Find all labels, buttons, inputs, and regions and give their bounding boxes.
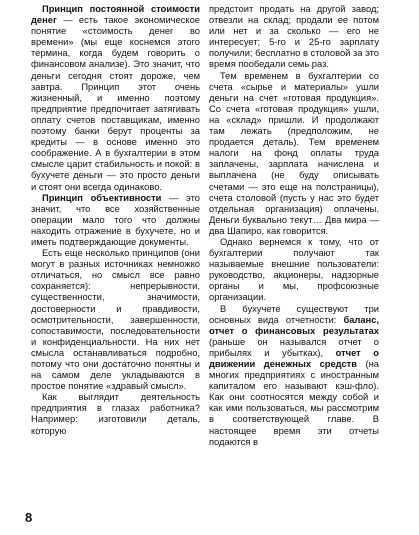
left-column	[31, 4, 200, 437]
term-heading: Принцип объективности	[42, 192, 162, 203]
paragraph	[31, 248, 200, 392]
page-number: 8	[25, 510, 33, 525]
right-column	[209, 4, 379, 448]
paragraph-text: — есть такое экономическое понятие «стоимость денег во времени» (мы еще коснемся этого термина, когда будем говорить о финансовом анализе). Это значит, что деньги сегодня стоят дороже, чем завтра. Принцип этот очень жизненный, и именно поэтому предприятие предпочитает затягивать оплату счетов поставщикам, именно поэтому банки берут проценты за кредиты — в основе именно это соображение. А в бухгалтерии в этом смысле царит стабильность и покой: в бухучете деньги — это просто деньги и стоят они всегда одинаково.	[31, 15, 200, 192]
paragraph-text: Однако вернемся к тому, что от бухгалтерии получают так называемые внешние пользователи: руководство, акционеры, надзорные органы и мы, профсоюзные организации.	[209, 236, 379, 303]
paragraph	[209, 237, 379, 304]
paragraph	[209, 304, 379, 448]
paragraph-text: Тем временем в бухгалтерии со счета «сырье и материалы» ушли деньги на счет «готовая продукция». Со счета «готовая продукция» ушли, на «склад» пришли. И продолжают там лежать (предположим, не продается деталь). Тем временем налоги на фонд оплаты труда заплачены, зарплата начислена и выплачена (не буду описывать счетами — это еще на полстраницы), счета столовой (пусть у нас это будет отдельная организация) оплачены. Деньги буквально текут… Два мира — два Шапиро, как говорится.	[209, 70, 379, 236]
paragraph	[31, 193, 200, 248]
term-heading: Принцип постоянной стоимости денег	[31, 4, 200, 26]
paragraph-text: Есть еще несколько принципов (они могут в разных источниках немножко отличаться, но смысл все равно сохраняется): непрерывности, существенности, значимости, достоверности и правдивости, осмотрительности, завершенности, сопоставимости, последовательности и конфиденциальности. На них нет смысла останавливаться подробно, потому что они достаточно понятны и на самом деле укладываются в простое понятие «здравый смысл».	[31, 248, 200, 392]
text-part: (раньше он назывался отчет о прибылях и убытках),	[209, 336, 379, 358]
bold-term: отчет о движении денежных средств	[209, 347, 379, 369]
paragraph	[209, 71, 379, 237]
paragraph	[31, 4, 200, 193]
paragraph-text: Как выглядит деятельность предприятия в глазах работника? Например: изготовили деталь, которую	[31, 392, 200, 436]
paragraph-text: предстоит продать на другой завод; отвезли на склад; продали ее потом или нет и за сколько — его не интересует; 5-го и 25-го зарплату получили; бесплатно в столовой за это время пообедали семь раз.	[209, 4, 380, 70]
paragraph-text: — это значит, что все хозяйственные операции мало того что должны находить отражение в бухучете, но и иметь подтверждающие документы.	[31, 192, 200, 247]
bold-term: баланс, отчет о финансовых результатах	[209, 314, 379, 336]
paragraph	[31, 392, 200, 436]
text-part: В бухучете существуют три основных вида отчетности:	[209, 303, 379, 325]
text-part: (на многих предприятиях с иностранным капиталом его называют кэш-фло). Как они соотносятся между собой и как ими пользоваться, мы рассмотрим в соответствующей главе. В настоящее время эти отчеты подаются в	[209, 359, 379, 447]
paragraph-continued	[209, 4, 379, 71]
